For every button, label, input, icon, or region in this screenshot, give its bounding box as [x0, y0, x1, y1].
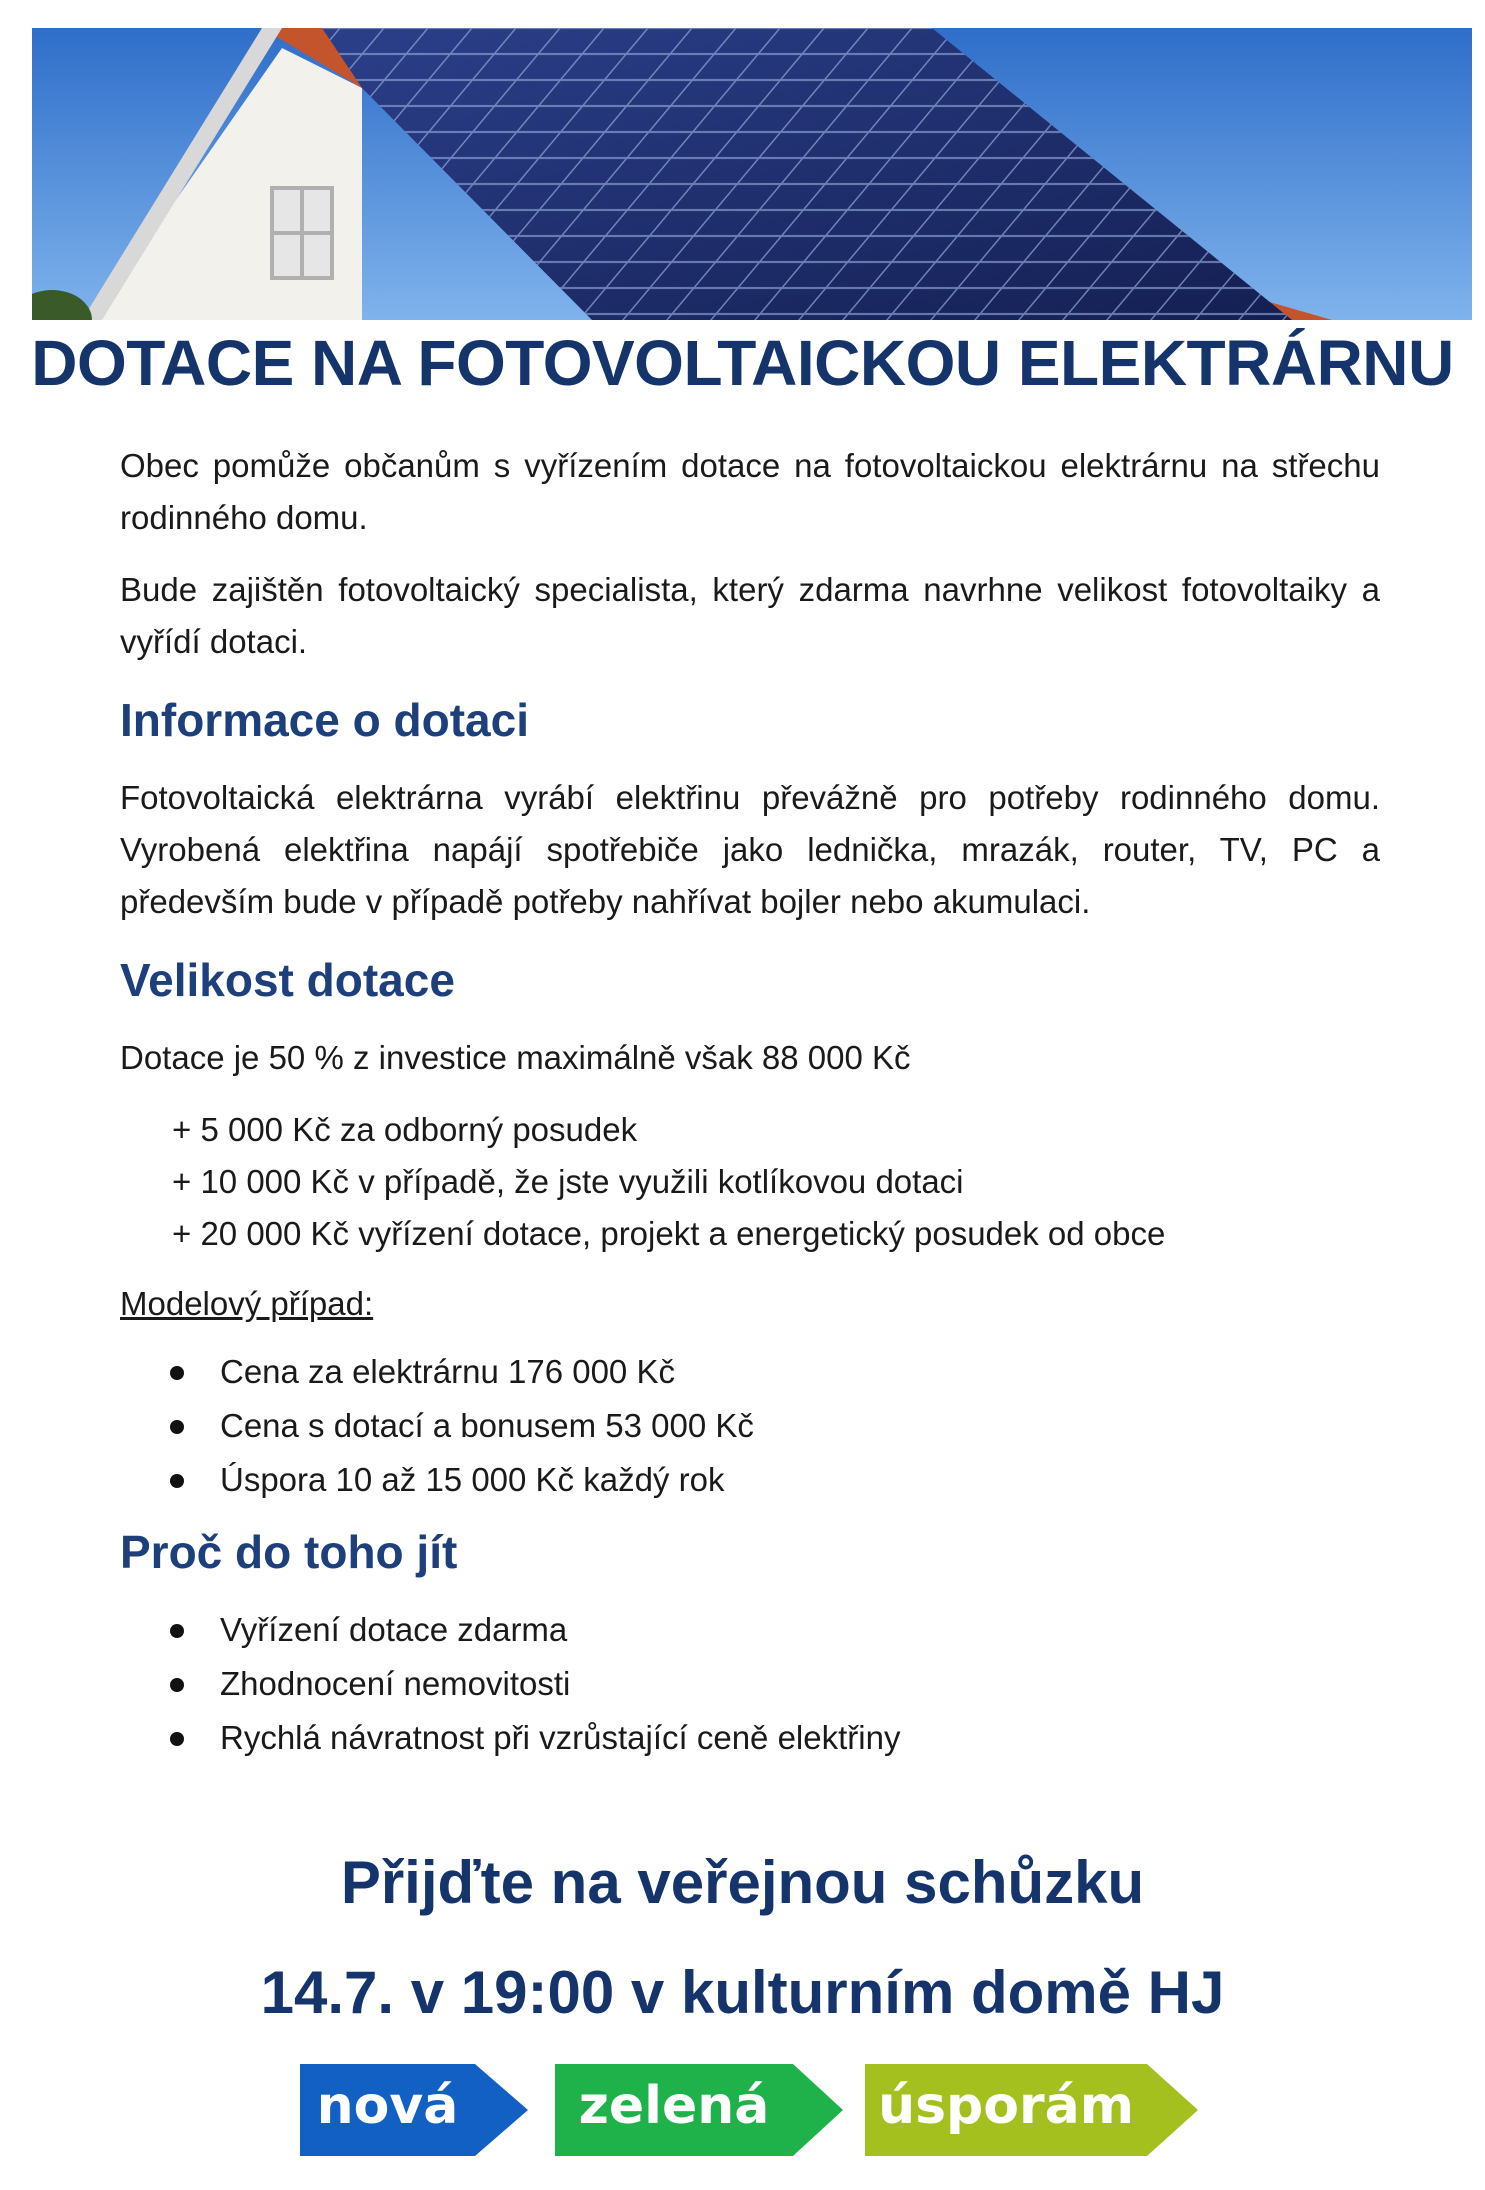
- model-case-list: [120, 1346, 1380, 1506]
- info-heading: Informace o dotaci: [120, 694, 529, 746]
- list-item-text: Vyřízení dotace zdarma: [220, 1611, 568, 1648]
- list-item: [120, 1454, 1380, 1506]
- list-item: [120, 1604, 1380, 1656]
- logo-nova-arrow: [300, 2060, 530, 2160]
- list-item-text: Rychlá návratnost při vzrůstající ceně elektřiny: [220, 1719, 901, 1756]
- bullet-icon: [170, 1474, 184, 1488]
- cta-meeting: Přijďte na veřejnou schůzku: [340, 1849, 1145, 1916]
- page-title: DOTACE NA FOTOVOLTAICKOU ELEKTRÁRNU: [31, 327, 1454, 399]
- intro-paragraph-2: Bude zajištěn fotovoltaický specialista, který zdarma navrhne velikost fotovoltaiky a vyřídí dotaci.: [120, 571, 1380, 660]
- list-item: [120, 1712, 1380, 1764]
- bonus-list: [172, 1104, 1380, 1260]
- cta-date: 14.7. v 19:00 v kulturním domě HJ: [260, 1959, 1225, 2026]
- logo-zelena-arrow: [555, 2060, 845, 2160]
- bonus-item: + 10 000 Kč v případě, že jste využili kotlíkovou dotaci: [172, 1163, 964, 1200]
- bullet-icon: [170, 1624, 184, 1638]
- list-item: [120, 1346, 1380, 1398]
- logo-word: nová: [316, 2076, 459, 2136]
- bullet-icon: [170, 1420, 184, 1434]
- model-case-label: Modelový případ:: [120, 1285, 374, 1322]
- list-item-text: Úspora 10 až 15 000 Kč každý rok: [220, 1461, 725, 1498]
- intro-paragraph-1: Obec pomůže občanům s vyřízením dotace na fotovoltaickou elektrárnu na střechu rodinného domu.: [120, 447, 1380, 536]
- program-logo: [300, 2060, 1200, 2160]
- why-heading: Proč do toho jít: [120, 1526, 458, 1578]
- why-list: [120, 1604, 1380, 1764]
- bonus-item: + 20 000 Kč vyřízení dotace, projekt a energetický posudek od obce: [172, 1215, 1166, 1252]
- size-paragraph: Dotace je 50 % z investice maximálně však 88 000 Kč: [120, 1039, 911, 1076]
- logo-word: úsporám: [878, 2076, 1134, 2136]
- content: [120, 440, 1380, 1778]
- bullet-icon: [170, 1678, 184, 1692]
- bullet-icon: [170, 1366, 184, 1380]
- hero-image: [32, 28, 1472, 320]
- list-item: [120, 1400, 1380, 1452]
- logo-word: zelená: [578, 2076, 770, 2136]
- info-paragraph: Fotovoltaická elektrárna vyrábí elektřinu převážně pro potřeby rodinného domu. Vyrobená elektřina napájí spotřebiče jako lednička, mrazák, router, TV, PC a především bude v případě potřeby nahřívat bojler nebo akumulaci.: [120, 779, 1380, 920]
- size-heading: Velikost dotace: [120, 954, 455, 1006]
- list-item: [120, 1658, 1380, 1710]
- bullet-icon: [170, 1732, 184, 1746]
- list-item-text: Zhodnocení nemovitosti: [220, 1665, 571, 1702]
- list-item-text: Cena s dotací a bonusem 53 000 Kč: [220, 1407, 754, 1444]
- bonus-item: + 5 000 Kč za odborný posudek: [172, 1111, 638, 1148]
- logo-usporam-arrow: [865, 2060, 1200, 2160]
- list-item-text: Cena za elektrárnu 176 000 Kč: [220, 1353, 675, 1390]
